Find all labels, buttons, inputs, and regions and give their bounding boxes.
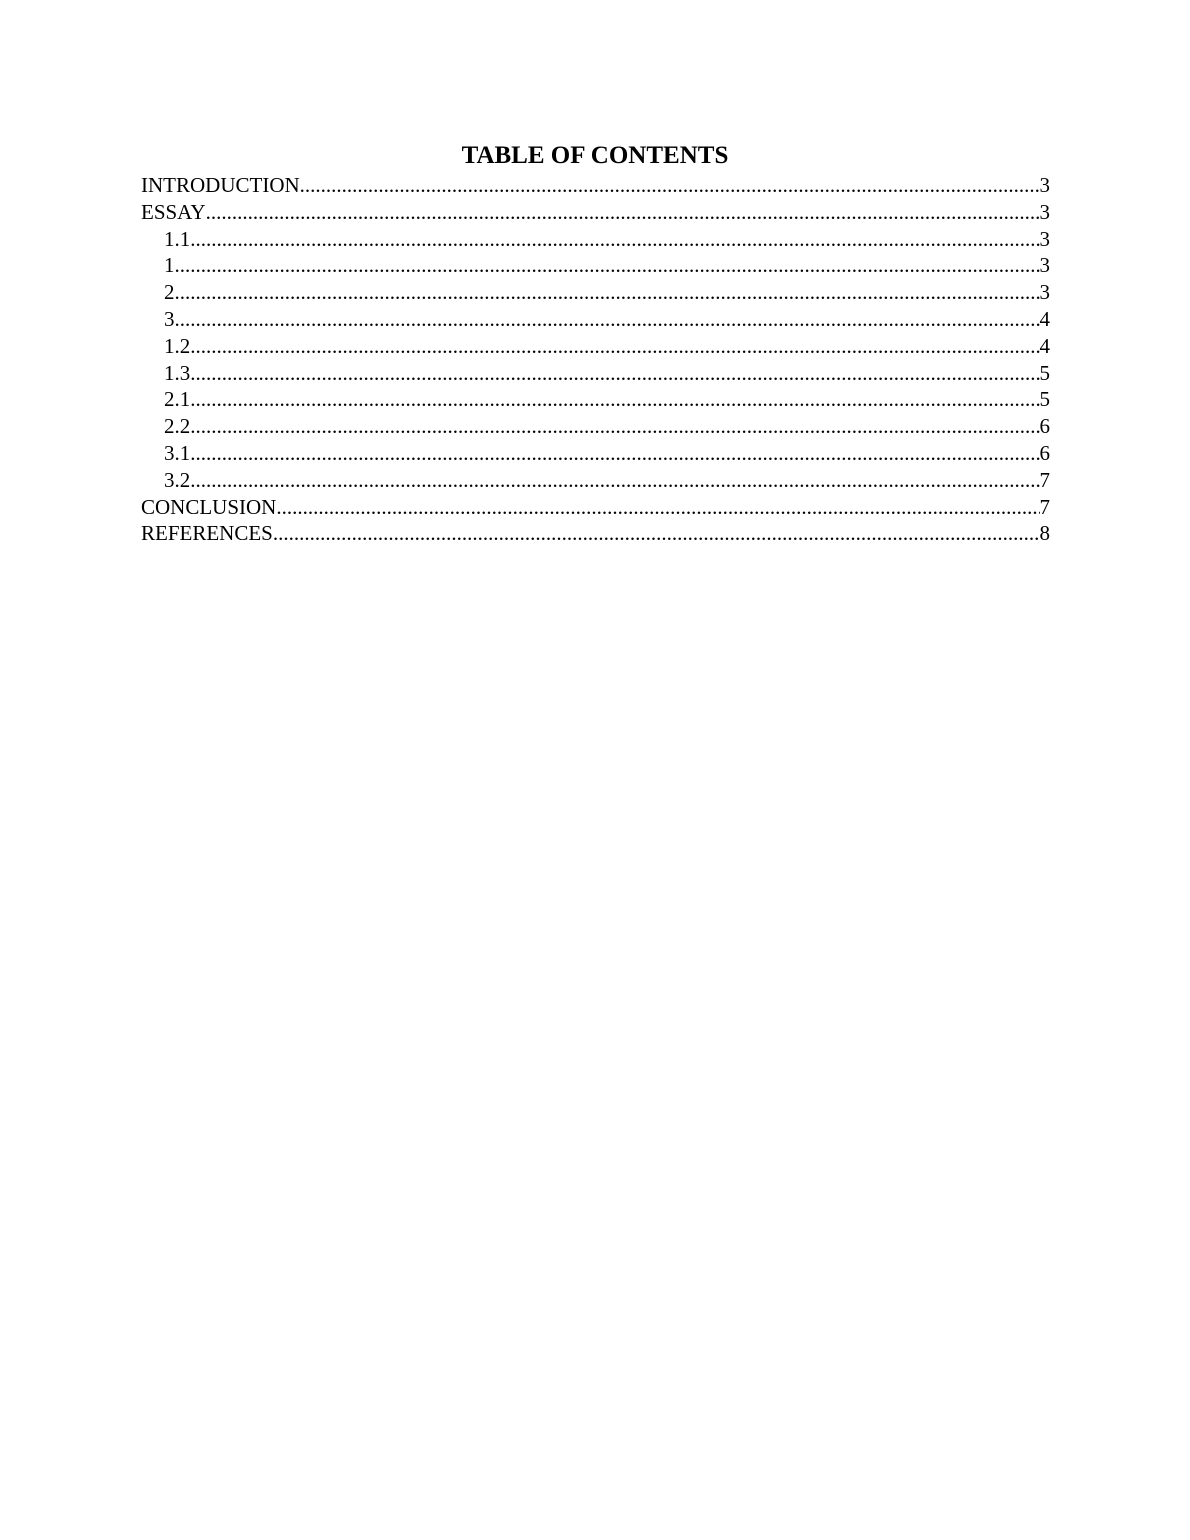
toc-entry-label: INTRODUCTION	[141, 173, 300, 197]
toc-entry-page: 4	[1039, 306, 1050, 331]
toc-leader-dots	[276, 494, 1039, 521]
toc-list	[141, 172, 1050, 547]
toc-entry-label: CONCLUSION	[141, 494, 277, 519]
toc-entry-1-2[interactable]	[141, 333, 1050, 360]
toc-entry-label: 2.2	[164, 414, 191, 439]
toc-leader-dots	[175, 306, 1040, 333]
toc-entry-2-2[interactable]	[141, 413, 1050, 440]
toc-entry-page: 3	[1039, 199, 1050, 224]
toc-leader-dots	[190, 360, 1039, 387]
toc-entry-page: 3	[1039, 226, 1050, 251]
toc-entry-page: 3	[1039, 280, 1050, 305]
toc-entry-1[interactable]	[141, 252, 1050, 279]
toc-entry-conclusion[interactable]	[141, 494, 1050, 521]
toc-entry-introduction[interactable]	[141, 172, 1050, 199]
toc-entry-label: REFERENCES	[141, 521, 273, 546]
toc-leader-dots	[175, 252, 1040, 279]
toc-entry-label: ESSAY	[141, 199, 206, 224]
toc-entry-label: 1.3	[164, 360, 191, 385]
toc-leader-dots	[190, 333, 1039, 360]
toc-entry-page: 8	[1039, 521, 1050, 546]
toc-entry-label: 2.1	[164, 387, 191, 412]
toc-entry-3-1[interactable]	[141, 440, 1050, 467]
toc-entry-2-1[interactable]	[141, 386, 1050, 413]
toc-leader-dots	[273, 520, 1040, 547]
toc-entry-page: 5	[1039, 360, 1050, 385]
toc-leader-dots	[206, 199, 1040, 226]
toc-entry-page: 7	[1039, 494, 1050, 519]
toc-entry-page: 4	[1039, 333, 1050, 358]
toc-entry-essay[interactable]	[141, 199, 1050, 226]
toc-entry-3[interactable]	[141, 306, 1050, 333]
toc-entry-page: 5	[1039, 387, 1050, 412]
toc-entry-references[interactable]	[141, 520, 1050, 547]
toc-entry-1-1[interactable]	[141, 226, 1050, 253]
toc-leader-dots	[300, 172, 1040, 199]
toc-entry-1-3[interactable]	[141, 360, 1050, 387]
toc-leader-dots	[190, 413, 1039, 440]
toc-entry-2[interactable]	[141, 279, 1050, 306]
toc-leader-dots	[190, 467, 1039, 494]
toc-entry-page: 6	[1039, 414, 1050, 439]
toc-leader-dots	[190, 226, 1039, 253]
toc-entry-label: 3	[164, 306, 175, 331]
toc-entry-page: 7	[1039, 467, 1050, 492]
toc-entry-label: 1.1	[164, 226, 191, 251]
toc-leader-dots	[190, 386, 1039, 413]
toc-entry-3-2[interactable]	[141, 467, 1050, 494]
toc-entry-page: 3	[1039, 253, 1050, 278]
toc-title: TABLE OF CONTENTS	[461, 142, 729, 169]
toc-entry-label: 2	[164, 280, 175, 305]
toc-leader-dots	[175, 279, 1040, 306]
toc-entry-label: 3.2	[164, 467, 191, 492]
toc-entry-label: 1	[164, 253, 175, 278]
toc-leader-dots	[190, 440, 1039, 467]
toc-entry-page: 6	[1039, 440, 1050, 465]
toc-entry-page: 3	[1039, 173, 1050, 197]
toc-entry-label: 1.2	[164, 333, 191, 358]
toc-entry-label: 3.1	[164, 440, 191, 465]
